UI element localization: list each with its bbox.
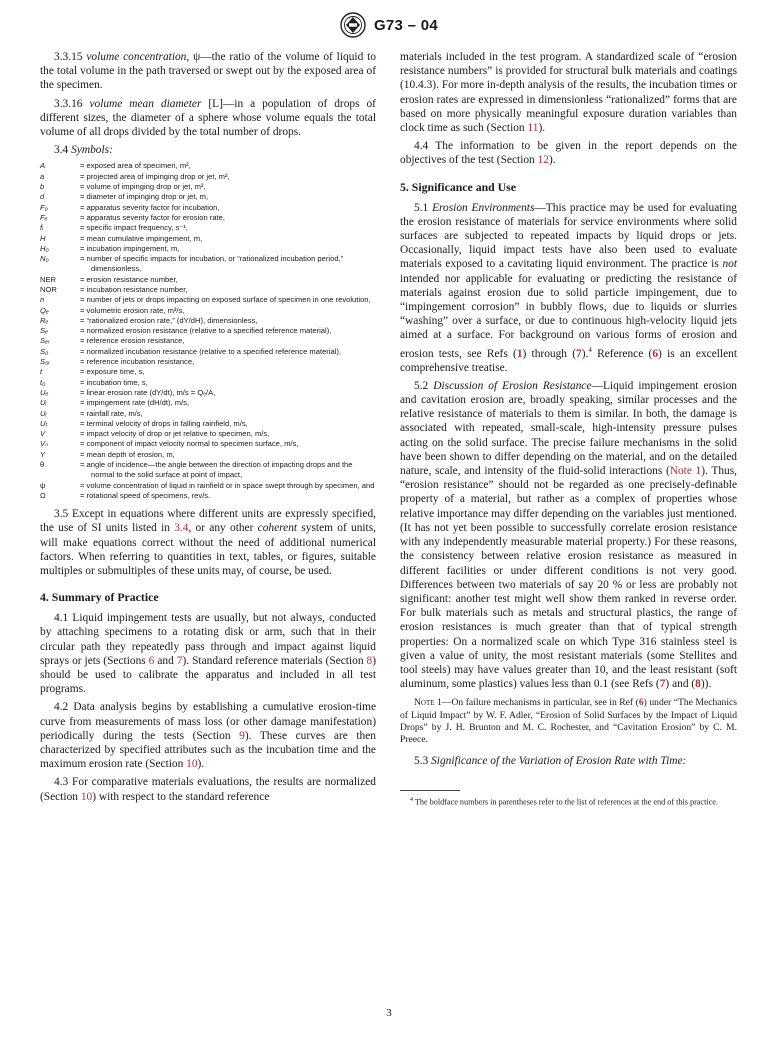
symbol-row [40, 275, 376, 285]
symbol-definition: = normalized erosion resistance (relative to a specified reference material), [80, 326, 332, 336]
symbol-row [40, 439, 376, 449]
para-4-1: 4.1 Liquid impingement tests are usually, but not always, conducted by attaching specimens to a rotating disk or arm, such that in their circular path they repeatedly pass through and impact against liquid sprays or jets (Sections 6 and 7). Standard reference materials (Section 8) should be used to calibrate the apparatus and included in all test programs. [40, 612, 376, 696]
symbol-row [40, 244, 376, 254]
symbol-row [40, 234, 376, 244]
link-section-6[interactable]: 6 [148, 654, 155, 667]
symbol-key: NOR [40, 284, 57, 294]
para-4-3: 4.3 For comparative materials evaluations, the results are normalized (Section 10) with respect to the standard reference [40, 776, 376, 803]
para-5-3: 5.3 Significance of the Variation of Erosion Rate with Time: [414, 755, 687, 768]
link-section-10[interactable]: 10 [186, 758, 198, 771]
symbol-row [40, 203, 376, 213]
symbol-definition: = exposure time, s, [80, 367, 145, 377]
para-5-2: 5.2 Discussion of Erosion Resistance—Liquid impingement erosion and cavitation erosion are, broadly speaking, similar processes and the relative resistance of materials to them is similar. In both, the damage is associated with repeated, small-scale, high-intensity pressure pulses acting on the solid surface. The precise failure mechanisms in the solid have been shown to differ depending on the material, and on the detailed nature, scale, and intensity of the fluid-solid interactions (Note 1). Thus, “erosion resistance” should not be regarded as one precisely-definable property of a material, but rather as a complex of properties whose relative importance may differ depending on the variables just mentioned. (It has not yet been possible to successfully correlate erosion resistance with any independently measurable material property.) For these reasons, the consistency between relative erosion resistance as measured in different facilities or under different conditions is not very good. Differences between two materials of say 20 % or less are probably not significant: another test might well show them ranked in reverse order. For bulk materials such as metals and structural plastics, the range of erosion resistances is much greater than that of typical strength properties: On a normalized scale on which Type 316 stainless steel is given a value of unity, the most resistant materials (some Stellites and tool steels) may have values greater than 10, and the least resistant (soft aluminum, some plastics) values less than 0.1 (see Refs (7) and (8)). [400, 379, 737, 691]
symbol-definition: = reference incubation resistance, [80, 357, 195, 367]
symbol-definition: = normalized incubation resistance (relative to a specified reference material), [80, 346, 342, 356]
symbol-row [40, 182, 376, 192]
footnote-marker: 4 [588, 345, 592, 354]
link-section-7[interactable]: 7 [176, 654, 183, 667]
symbol-key: Rₑ [40, 315, 49, 325]
symbol-definition: = incubation resistance number, [80, 284, 188, 294]
link-section-11[interactable]: 11 [527, 122, 539, 135]
symbol-definition: = angle of incidence—the angle between the direction of impacting drops and the normal to the solid surface at point of impact, [80, 460, 353, 480]
link-ref-7[interactable]: 7 [576, 347, 582, 360]
symbol-row [40, 306, 376, 316]
symbol-key: H [40, 233, 46, 243]
symbol-key: Ω [40, 490, 46, 500]
link-note-1[interactable]: Note 1 [669, 465, 702, 478]
symbol-definition: = rotational speed of specimens, rev/s. [80, 490, 211, 500]
symbol-row [40, 398, 376, 408]
symbol-row [40, 192, 376, 202]
symbol-row [40, 326, 376, 336]
para-4-4: 4.4 The information to be given in the report depends on the objectives of the test (Section 12). [400, 140, 737, 167]
footnote-4: $^4$ The boldface numbers in parentheses refer to the list of references at the end of this practice. [410, 797, 718, 808]
symbol-key: θ [40, 460, 45, 470]
symbol-key: d [40, 192, 45, 202]
symbol-key: Qₑ [40, 305, 49, 315]
left-column [40, 50, 376, 808]
symbol-definition: = impact velocity of drop or jet relative to specimen, m/s, [80, 429, 270, 439]
symbol-key: t [40, 367, 43, 377]
symbol-definition: = incubation time, s, [80, 377, 148, 387]
symbol-definition: = mean cumulative impingement, m, [80, 233, 203, 243]
symbol-key: Y [40, 449, 46, 459]
link-section-12[interactable]: 12 [537, 154, 549, 167]
section-heading-significance: 5. Significance and Use [400, 179, 517, 194]
astm-logo-icon [340, 12, 366, 38]
symbol-list [40, 161, 376, 501]
footnote-divider [400, 790, 460, 791]
symbol-row [40, 223, 376, 233]
symbol-key: Uₑ [40, 387, 49, 397]
symbol-key: S₀ [40, 346, 49, 356]
link-ref-8[interactable]: 8 [695, 678, 701, 691]
symbol-key: Sₑ [40, 326, 49, 336]
para-3-5: 3.5 Except in equations where different units are expressly specified, the use of SI units listed in 3.4, or any other coherent system of units, will make equations correct without the need of additional numerical factors. When referring to quantities in text, tables, or figures, suitable multiples or submultiples of these units may, of course, be used. [40, 508, 377, 578]
symbol-row [40, 460, 376, 481]
page-header [0, 12, 778, 38]
symbol-row [40, 378, 376, 388]
para-3-3-16: 3.3.16 volume mean diameter [L]—in a population of drops of different sizes, the diameter of a sphere whose volume equals the total volume of all drops divided by the total number of drops. [40, 97, 376, 139]
symbol-definition: = specific impact frequency, s⁻¹, [80, 223, 188, 233]
symbol-definition: = mean depth of erosion, m, [80, 449, 175, 459]
symbol-definition: = apparatus severity factor for incubation, [80, 202, 220, 212]
symbol-row [40, 409, 376, 419]
link-ref-1[interactable]: 1 [516, 347, 523, 360]
symbol-key: A [40, 161, 46, 171]
symbol-definition: = number of specific impacts for incubation, or “rationalized incubation period,” dimensionless, [80, 254, 344, 274]
symbol-row [40, 388, 376, 398]
symbol-row [40, 316, 376, 326]
symbol-definition: = exposed area of specimen, m², [80, 161, 191, 171]
page-number: 3 [386, 1007, 392, 1019]
symbol-key: N₀ [40, 254, 49, 264]
symbol-key: Fₑ [40, 212, 48, 222]
symbol-row [40, 481, 376, 491]
symbol-key: H₀ [40, 243, 49, 253]
symbol-key: t₀ [40, 377, 46, 387]
para-4-2: 4.2 Data analysis begins by establishing a cumulative erosion-time curve from measurements of mass loss (or other damage manifestation) periodically during the tests (Section 9). These curves are then characterized by specified attributes such as the incubation time and the maximum erosion rate (Section 10). [40, 701, 376, 771]
symbol-row [40, 161, 376, 171]
symbol-definition: = projected area of impinging drop or jet, m², [80, 171, 230, 181]
symbol-definition: = terminal velocity of drops in falling rainfield, m/s, [80, 418, 248, 428]
symbol-definition: = linear erosion rate (dY/dt), m/s = Qₑ/A, [80, 387, 216, 397]
symbol-definition: = volume of impinging drop or jet, m³, [80, 182, 206, 192]
symbol-row [40, 254, 376, 275]
link-ref-6[interactable]: 6 [652, 347, 659, 360]
symbol-row [40, 429, 376, 439]
symbol-row [40, 367, 376, 377]
para-3-4: 3.4 Symbols: [54, 144, 113, 157]
symbol-key: Uᵢ [40, 398, 47, 408]
symbol-key: fᵢ [40, 223, 44, 233]
section-heading-summary: 4. Summary of Practice [40, 590, 159, 605]
note-1: Note 1—On failure mechanisms in particular, see in Ref (6) under “The Mechanics of Liquid Impact” by W. F. Adler, “Erosion of Solid Surfaces by the Impact of Liquid Drops” by J. H. Brunton and M. C. Rochester, and “Cavitation Erosion” by C. M. Preece. [400, 697, 737, 745]
symbol-key: V [40, 429, 46, 439]
symbol-key: S₀ᵣ [40, 357, 50, 367]
symbol-row [40, 285, 376, 295]
symbol-definition: = volumetric erosion rate, m³/s, [80, 305, 185, 315]
link-ref-7-b[interactable]: 7 [659, 678, 666, 691]
right-column [400, 50, 737, 808]
standard-designation: G73 – 04 [373, 16, 439, 34]
symbol-key: F₀ [40, 202, 48, 212]
symbol-key: Uᵣ [40, 408, 47, 418]
symbol-definition: = component of impact velocity normal to specimen surface, m/s, [80, 439, 299, 449]
symbol-definition: = number of jets or drops impacting on exposed surface of specimen in one revolution, [80, 295, 371, 305]
symbol-row [40, 450, 376, 460]
symbol-row [40, 172, 376, 182]
link-section-9[interactable]: 9 [239, 729, 245, 742]
symbol-definition: = erosion resistance number, [80, 274, 178, 284]
para-5-1: 5.1 Erosion Environments—This practice may be used for evaluating the erosion resistance of materials for service environments where solid surfaces are subjected to repeated impacts by liquid drops or jets. Occasionally, liquid impact tests have also been used to evaluate materials exposed to a cavitating liquid environment. The practice is not intended nor applicable for evaluating or predicting the resistance of materials against erosion due to solid particle impingement, due to “impingement corrosion” in bubbly flows, due to liquids or slurries “washing” over a surface, or due to continuous high-velocity liquid jets aimed at a surface. For background on various forms of erosion and erosion tests, see Refs (1) through (7).$^4$ Reference (6) is an excellent comprehensive treatise. [400, 201, 737, 374]
symbol-key: Sₑᵣ [40, 336, 50, 346]
link-section-3-4[interactable]: 3.4 [174, 522, 189, 535]
symbol-row [40, 491, 376, 501]
symbol-row [40, 213, 376, 223]
symbol-definition: = incubation impingement, m, [80, 243, 180, 253]
symbol-key: Vₙ [40, 439, 49, 449]
symbol-definition: = diameter of impinging drop or jet, m, [80, 192, 209, 202]
link-section-10-b[interactable]: 10 [80, 790, 93, 803]
symbol-definition: = rainfall rate, m/s, [80, 408, 143, 418]
symbol-definition: = volume concentration of liquid in rainfield or in space swept through by specimen, and [80, 480, 375, 490]
para-4-3-cont: materials included in the test program. A standardized scale of “erosion resistance numbers” is provided for structural bulk materials and coatings (10.4.3). For more in-depth analysis of the results, the incubation times or erosion rates are expressed in dimensionless “rationalized” forms that are based on more physically meaningful exposure duration variables than clock time as such (Section 11). [400, 51, 737, 135]
symbol-key: Uₜ [40, 418, 48, 428]
symbol-row [40, 295, 376, 305]
symbol-key: ψ [40, 480, 46, 490]
symbol-definition: = apparatus severity factor for erosion rate, [80, 212, 225, 222]
symbol-definition: = impingement rate (dH/dt), m/s, [80, 398, 190, 408]
link-ref-6-b[interactable]: 6 [638, 697, 644, 709]
symbol-definition: = “rationalized erosion rate,” (dY/dH), dimensionless, [80, 315, 258, 325]
symbol-key: n [40, 295, 45, 305]
symbol-key: b [40, 182, 45, 192]
symbol-row [40, 336, 376, 346]
symbol-row [40, 419, 376, 429]
link-section-8[interactable]: 8 [366, 654, 373, 667]
symbol-definition: = reference erosion resistance, [80, 336, 185, 346]
symbol-key: a [40, 171, 45, 181]
symbol-row [40, 347, 376, 357]
symbol-row [40, 357, 376, 367]
symbol-key: NER [40, 274, 57, 284]
para-3-3-15: 3.3.15 volume concentration, ψ—the ratio of the volume of liquid to the total volume in the path traversed or swept out by the exposed area of the specimen. [40, 51, 376, 92]
